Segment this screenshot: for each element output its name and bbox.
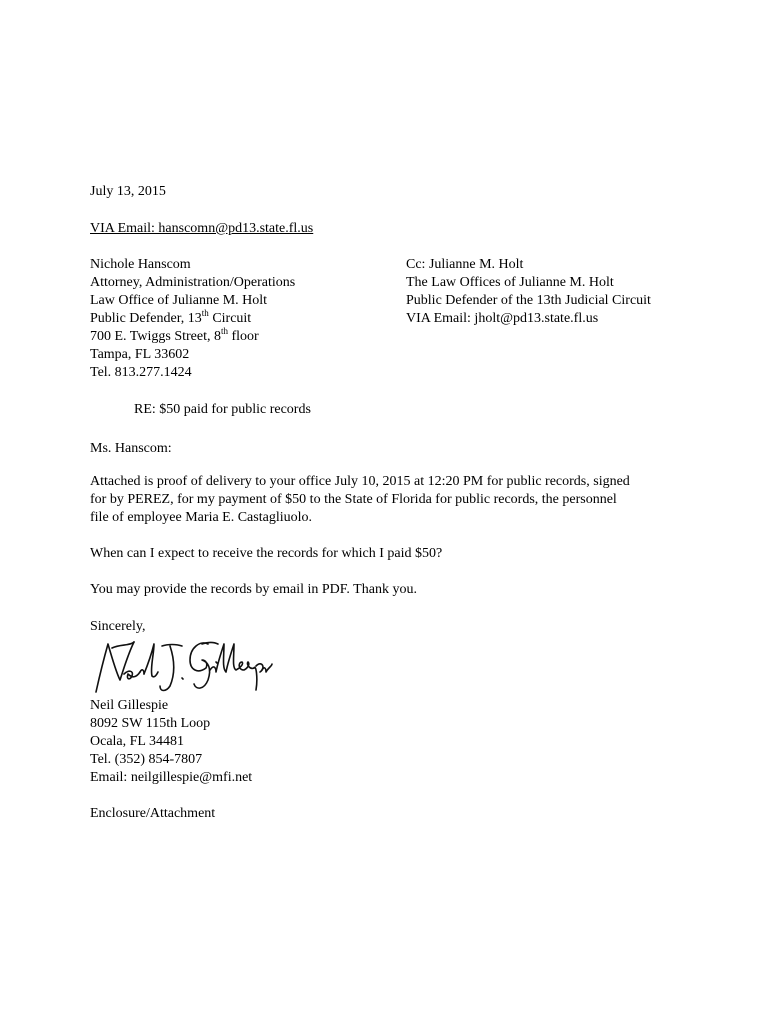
salutation: Ms. Hanscom: — [90, 441, 172, 456]
via-email-line: VIA Email: hanscomn@pd13.state.fl.us — [90, 221, 314, 236]
body-paragraph-1-line-2: for by PEREZ, for my payment of $50 to the State of Florida for public records, the personnel — [90, 492, 617, 507]
body-paragraph-3: You may provide the records by email in PDF. Thank you. — [90, 582, 417, 597]
cc-line-3: Public Defender of the 13th Judicial Circuit — [406, 293, 651, 308]
sender-email: Email: neilgillespie@mfi.net — [90, 770, 253, 785]
signature-image — [90, 634, 274, 696]
pd-suffix: Circuit — [208, 311, 252, 326]
sender-tel: Tel. (352) 854-7807 — [90, 752, 203, 767]
pd-prefix: Public Defender, 13 — [90, 311, 202, 326]
re-line: RE: $50 paid for public records — [134, 402, 311, 417]
pd-superscript: th — [201, 308, 209, 318]
street-prefix: 700 E. Twiggs Street, 8 — [90, 329, 221, 344]
recipient-city: Tampa, FL 33602 — [90, 347, 190, 362]
cc-line-4: VIA Email: jholt@pd13.state.fl.us — [406, 311, 599, 326]
letter-date: July 13, 2015 — [90, 184, 166, 199]
street-superscript: th — [220, 326, 228, 336]
recipient-street — [90, 328, 259, 346]
cc-line-1: Cc: Julianne M. Holt — [406, 257, 524, 272]
sender-address: 8092 SW 115th Loop — [90, 716, 211, 731]
recipient-name: Nichole Hanscom — [90, 257, 191, 272]
body-paragraph-1-line-1: Attached is proof of delivery to your office July 10, 2015 at 12:20 PM for public records, signed — [90, 474, 630, 489]
recipient-title: Attorney, Administration/Operations — [90, 275, 296, 290]
body-paragraph-1-line-3: file of employee Maria E. Castagliuolo. — [90, 510, 312, 525]
enclosure-note: Enclosure/Attachment — [90, 806, 216, 821]
sender-name: Neil Gillespie — [90, 698, 169, 713]
street-suffix: floor — [228, 329, 259, 344]
body-paragraph-2: When can I expect to receive the records for which I paid $50? — [90, 546, 443, 561]
recipient-office: Law Office of Julianne M. Holt — [90, 293, 268, 308]
recipient-tel: Tel. 813.277.1424 — [90, 365, 192, 380]
sender-city: Ocala, FL 34481 — [90, 734, 184, 749]
cc-line-2: The Law Offices of Julianne M. Holt — [406, 275, 614, 290]
closing: Sincerely, — [90, 619, 146, 634]
